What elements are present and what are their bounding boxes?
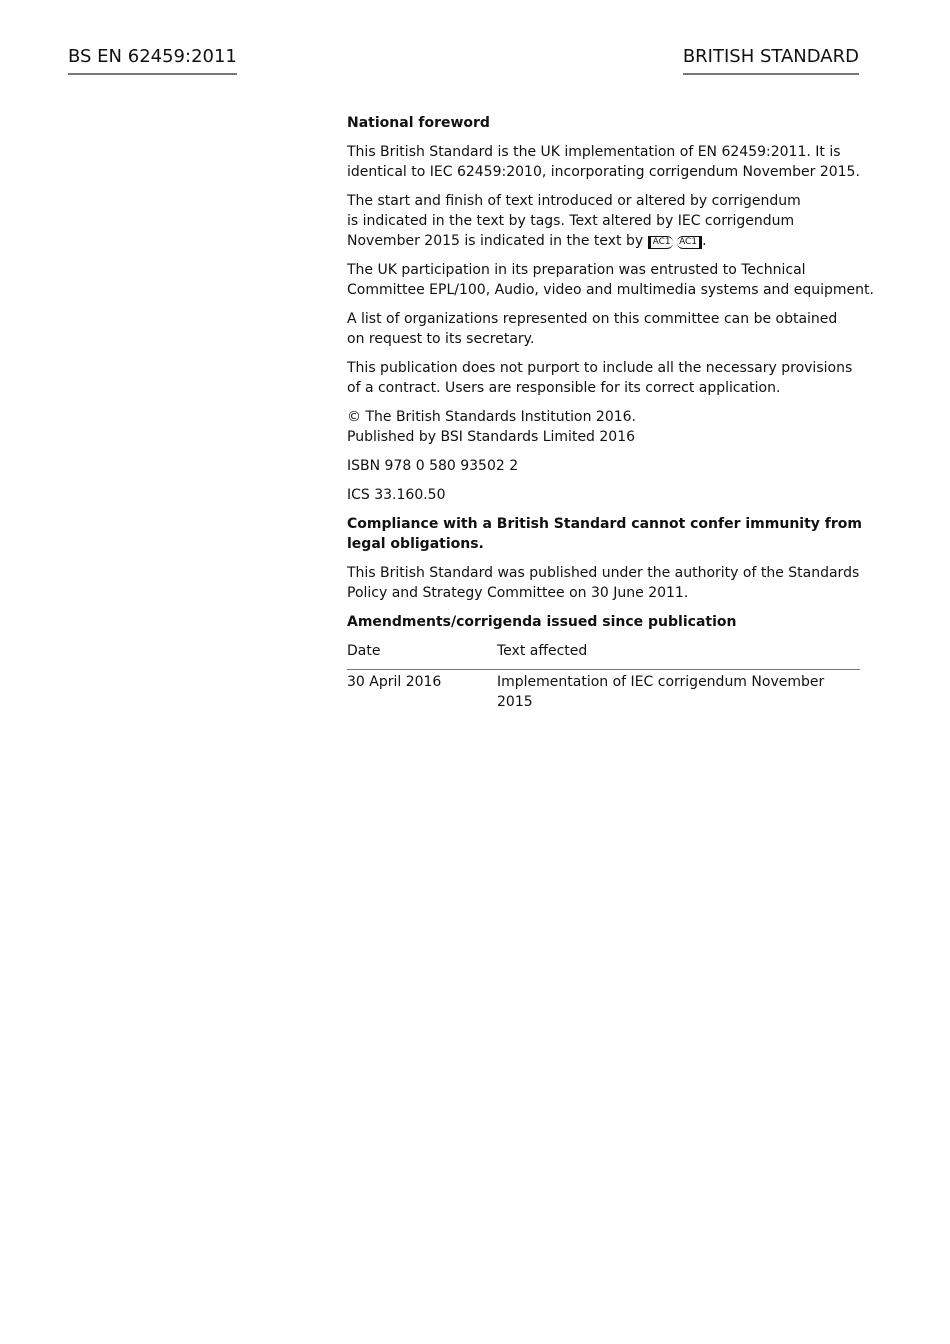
text-line: A list of organizations represented on this committee can be obtained: [347, 311, 838, 327]
foreword-title: National foreword: [347, 115, 490, 131]
text-line: This publication does not purport to include all the necessary provisions: [347, 360, 853, 376]
text-line: legal obligations.: [347, 536, 484, 552]
table-row: [347, 670, 860, 713]
amendments-title: Amendments/corrigenda issued since publication: [347, 614, 737, 630]
text-line: .: [702, 233, 707, 249]
text-line: of a contract. Users are responsible for its correct application.: [347, 380, 781, 396]
text-line: © The British Standards Institution 2016.: [347, 409, 637, 425]
text-line: on request to its secretary.: [347, 331, 535, 347]
paragraph-tags: [347, 191, 862, 251]
compliance-note: [347, 514, 862, 554]
cell-text-affected: Implementation of IEC corrigendum November 2015: [497, 674, 825, 710]
amendments-table: [347, 641, 860, 712]
paragraph-authority: [347, 563, 862, 603]
cell-date: 30 April 2016: [347, 674, 442, 690]
standard-type-header: BRITISH STANDARD: [683, 46, 859, 75]
column-header-text-affected: Text affected: [497, 641, 860, 670]
text-line: Compliance with a British Standard cannot confer immunity from: [347, 516, 862, 532]
text-line: is indicated in the text by tags. Text altered by IEC corrigendum: [347, 213, 795, 229]
ics: ICS 33.160.50: [347, 487, 446, 503]
text-line: Committee EPL/100, Audio, video and multimedia systems and equipment.: [347, 282, 874, 298]
text-line: Policy and Strategy Committee on 30 June 2011.: [347, 585, 689, 601]
text-line: The UK participation in its preparation was entrusted to Technical: [347, 262, 806, 278]
paragraph-implementation: [347, 142, 862, 182]
ac1-open-tag-icon: AC1: [648, 236, 673, 249]
column-header-date: Date: [347, 641, 497, 670]
paragraph-disclaimer: [347, 358, 862, 398]
table-header-row: [347, 641, 860, 670]
national-foreword: [347, 113, 874, 712]
text-line: This British Standard was published under the authority of the Standards: [347, 565, 860, 581]
ac1-close-tag-icon: AC1: [677, 236, 702, 249]
document-id-header: BS EN 62459:2011: [68, 46, 237, 75]
paragraph-participation: [347, 260, 874, 300]
text-line: This British Standard is the UK implementation of EN 62459:2011. It is: [347, 144, 841, 160]
text-line: Published by BSI Standards Limited 2016: [347, 429, 636, 445]
isbn: ISBN 978 0 580 93502 2: [347, 458, 519, 474]
paragraph-copyright: [347, 407, 862, 447]
text-line: identical to IEC 62459:2010, incorporating corrigendum November 2015.: [347, 164, 860, 180]
paragraph-organizations: [347, 309, 862, 349]
text-line: November 2015 is indicated in the text by: [347, 233, 648, 249]
text-line: The start and finish of text introduced or altered by corrigendum: [347, 193, 801, 209]
